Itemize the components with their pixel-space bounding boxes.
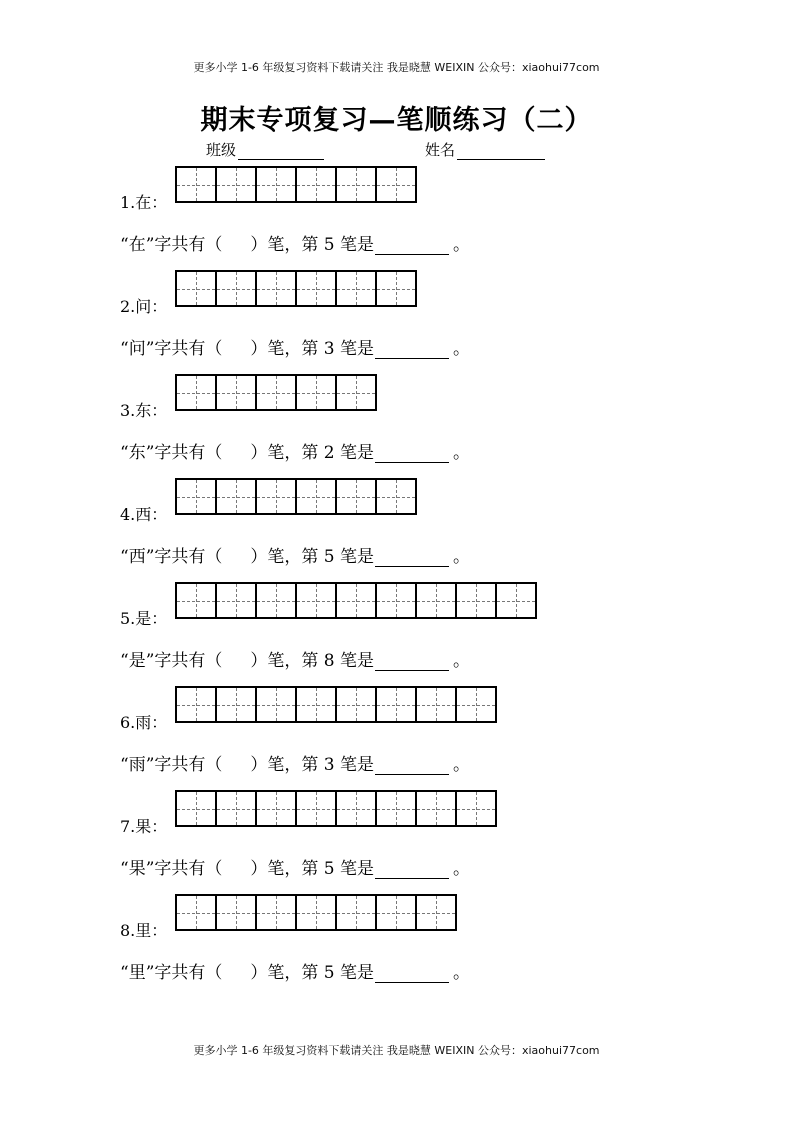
tianzige-cell[interactable] [217, 894, 257, 931]
question-prompt-mid: ）笔，第 8 笔是 [250, 651, 375, 671]
stroke-writing-grid[interactable] [175, 582, 537, 619]
class-field[interactable] [206, 139, 324, 160]
tianzige-cell[interactable] [297, 478, 337, 515]
stroke-writing-grid[interactable] [175, 790, 497, 827]
tianzige-cell[interactable] [217, 374, 257, 411]
question-prompt-mid: ）笔，第 3 笔是 [250, 339, 375, 359]
tianzige-cell[interactable] [297, 374, 337, 411]
tianzige-cell[interactable] [257, 582, 297, 619]
question-label: 2.问： [120, 297, 168, 316]
tianzige-cell[interactable] [337, 894, 377, 931]
tianzige-cell[interactable] [417, 790, 457, 827]
question-prompt-end: 。 [453, 963, 471, 983]
tianzige-cell[interactable] [177, 270, 217, 307]
question-prompt-mid: ）笔，第 5 笔是 [250, 547, 375, 567]
tianzige-cell[interactable] [377, 166, 417, 203]
question-prompt-end: 。 [453, 235, 471, 255]
tianzige-cell[interactable] [217, 478, 257, 515]
question-prompt-end: 。 [453, 755, 471, 775]
question-label: 3.东： [120, 401, 168, 420]
question-prompt: “里”字共有（ [120, 963, 223, 983]
tianzige-cell[interactable] [297, 686, 337, 723]
question-prompt: “问”字共有（ [120, 339, 223, 359]
tianzige-cell[interactable] [377, 478, 417, 515]
tianzige-cell[interactable] [297, 790, 337, 827]
question-text [120, 438, 470, 463]
tianzige-cell[interactable] [457, 686, 497, 723]
question-label: 4.西： [120, 505, 168, 524]
tianzige-cell[interactable] [377, 270, 417, 307]
stroke-writing-grid[interactable] [175, 374, 377, 411]
tianzige-cell[interactable] [337, 790, 377, 827]
footer-note: 更多小学 1-6 年级复习资料下载请关注 我是晓慧 WEIXIN 公众号：xiaohui77com [193, 1044, 600, 1057]
question-prompt-end: 。 [453, 859, 471, 879]
tianzige-cell[interactable] [337, 166, 377, 203]
tianzige-cell[interactable] [177, 686, 217, 723]
question-label: 6.雨： [120, 713, 168, 732]
question-prompt: “是”字共有（ [120, 651, 223, 671]
tianzige-cell[interactable] [377, 790, 417, 827]
header-note: 更多小学 1-6 年级复习资料下载请关注 我是晓慧 WEIXIN 公众号：xiaohui77com [193, 61, 600, 74]
tianzige-cell[interactable] [377, 582, 417, 619]
question-label: 5.是： [120, 609, 168, 628]
question-text [120, 230, 470, 255]
question-prompt-end: 。 [453, 443, 471, 463]
question-prompt: “西”字共有（ [120, 547, 223, 567]
tianzige-cell[interactable] [177, 374, 217, 411]
tianzige-cell[interactable] [217, 270, 257, 307]
question-prompt: “雨”字共有（ [120, 755, 223, 775]
tianzige-cell[interactable] [177, 894, 217, 931]
stroke-writing-grid[interactable] [175, 270, 417, 307]
tianzige-cell[interactable] [297, 894, 337, 931]
tianzige-cell[interactable] [257, 166, 297, 203]
tianzige-cell[interactable] [257, 686, 297, 723]
question-prompt-mid: ）笔，第 2 笔是 [250, 443, 375, 463]
stroke-answer-blank[interactable] [375, 236, 449, 255]
tianzige-cell[interactable] [257, 790, 297, 827]
tianzige-cell[interactable] [217, 686, 257, 723]
question-text [120, 542, 470, 567]
tianzige-cell[interactable] [217, 166, 257, 203]
tianzige-cell[interactable] [257, 894, 297, 931]
stroke-answer-blank[interactable] [375, 340, 449, 359]
tianzige-cell[interactable] [257, 374, 297, 411]
question-text [120, 958, 470, 983]
stroke-writing-grid[interactable] [175, 686, 497, 723]
tianzige-cell[interactable] [297, 582, 337, 619]
question-prompt-end: 。 [453, 339, 471, 359]
tianzige-cell[interactable] [457, 790, 497, 827]
tianzige-cell[interactable] [497, 582, 537, 619]
question-prompt-mid: ）笔，第 5 笔是 [250, 963, 375, 983]
tianzige-cell[interactable] [337, 582, 377, 619]
tianzige-cell[interactable] [377, 686, 417, 723]
page-title: 期末专项复习—笔顺练习（二） [200, 105, 593, 136]
class-blank[interactable] [238, 143, 324, 160]
question-prompt: “果”字共有（ [120, 859, 223, 879]
tianzige-cell[interactable] [297, 270, 337, 307]
question-prompt-end: 。 [453, 547, 471, 567]
stroke-answer-blank[interactable] [375, 964, 449, 983]
question-prompt: “在”字共有（ [120, 235, 223, 255]
question-prompt-mid: ）笔，第 5 笔是 [250, 859, 375, 879]
tianzige-cell[interactable] [297, 166, 337, 203]
tianzige-cell[interactable] [337, 270, 377, 307]
question-prompt-end: 。 [453, 651, 471, 671]
question-prompt-mid: ）笔，第 5 笔是 [250, 235, 375, 255]
tianzige-cell[interactable] [177, 790, 217, 827]
stroke-writing-grid[interactable] [175, 478, 417, 515]
tianzige-cell[interactable] [337, 686, 377, 723]
question-prompt: “东”字共有（ [120, 443, 223, 463]
stroke-answer-blank[interactable] [375, 652, 449, 671]
name-blank[interactable] [457, 143, 545, 160]
tianzige-cell[interactable] [337, 478, 377, 515]
question-label: 7.果： [120, 817, 168, 836]
tianzige-cell[interactable] [417, 686, 457, 723]
tianzige-cell[interactable] [177, 166, 217, 203]
stroke-answer-blank[interactable] [375, 444, 449, 463]
stroke-answer-blank[interactable] [375, 756, 449, 775]
name-label: 姓名 [425, 141, 456, 159]
stroke-writing-grid[interactable] [175, 894, 457, 931]
question-label: 1.在： [120, 193, 168, 212]
stroke-writing-grid[interactable] [175, 166, 417, 203]
question-text [120, 750, 470, 775]
tianzige-cell[interactable] [177, 582, 217, 619]
tianzige-cell[interactable] [257, 478, 297, 515]
tianzige-cell[interactable] [217, 582, 257, 619]
tianzige-cell[interactable] [457, 582, 497, 619]
tianzige-cell[interactable] [417, 582, 457, 619]
name-field[interactable] [425, 139, 545, 160]
question-text [120, 646, 470, 671]
question-text [120, 854, 470, 879]
stroke-answer-blank[interactable] [375, 860, 449, 879]
question-prompt-mid: ）笔，第 3 笔是 [250, 755, 375, 775]
question-label: 8.里： [120, 921, 168, 940]
tianzige-cell[interactable] [417, 894, 457, 931]
question-text [120, 334, 470, 359]
tianzige-cell[interactable] [377, 894, 417, 931]
tianzige-cell[interactable] [217, 790, 257, 827]
tianzige-cell[interactable] [257, 270, 297, 307]
tianzige-cell[interactable] [337, 374, 377, 411]
tianzige-cell[interactable] [177, 478, 217, 515]
class-label: 班级 [206, 141, 237, 159]
stroke-answer-blank[interactable] [375, 548, 449, 567]
